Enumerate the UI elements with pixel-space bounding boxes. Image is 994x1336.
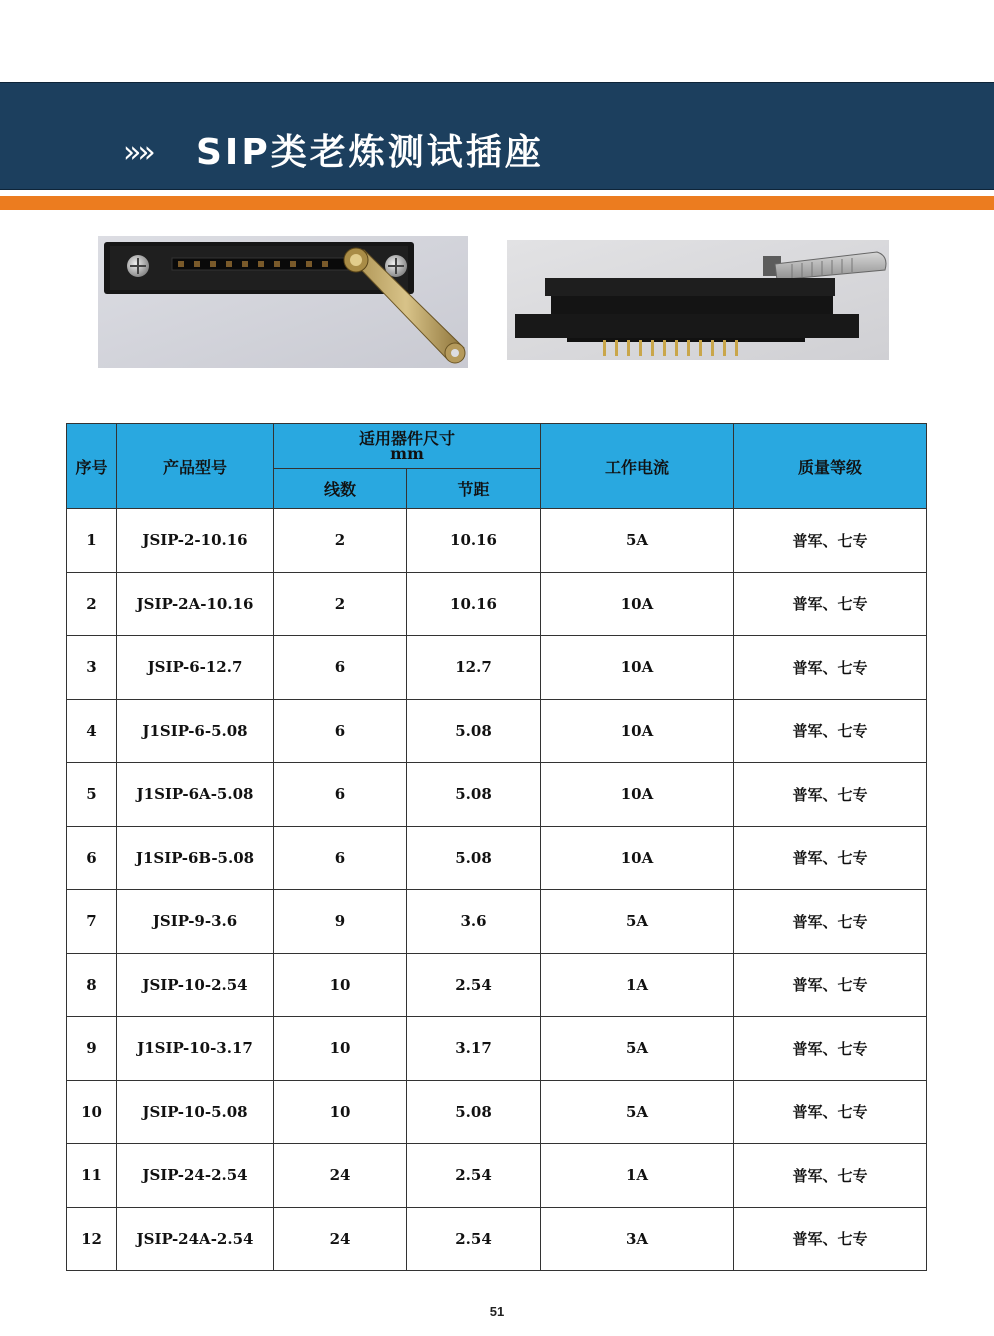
cell-pitch: 3.6 [407, 890, 541, 954]
cell-model: J1SIP-6A-5.08 [117, 763, 274, 827]
cell-current: 10A [541, 699, 734, 763]
cell-current: 5A [541, 890, 734, 954]
product-photo-top-view [98, 236, 468, 368]
cell-lines: 6 [274, 763, 407, 827]
cell-current: 1A [541, 1144, 734, 1208]
cell-grade: 普军、七专 [734, 699, 927, 763]
col-header-model: 产品型号 [117, 424, 274, 509]
cell-pitch: 2.54 [407, 1144, 541, 1208]
cell-model: JSIP-2A-10.16 [117, 572, 274, 636]
cell-grade: 普军、七专 [734, 636, 927, 700]
cell-index: 2 [67, 572, 117, 636]
page-title: SIP类老炼测试插座 [196, 132, 544, 173]
cell-grade: 普军、七专 [734, 572, 927, 636]
cell-current: 5A [541, 1017, 734, 1081]
cell-grade: 普军、七专 [734, 890, 927, 954]
cell-current: 10A [541, 572, 734, 636]
cell-model: JSIP-6-12.7 [117, 636, 274, 700]
cell-model: J1SIP-6-5.08 [117, 699, 274, 763]
cell-index: 5 [67, 763, 117, 827]
table-row [67, 636, 927, 700]
cell-lines: 10 [274, 953, 407, 1017]
cell-grade: 普军、七专 [734, 1207, 927, 1271]
cell-grade: 普军、七专 [734, 1144, 927, 1208]
cell-pitch: 2.54 [407, 953, 541, 1017]
cell-model: JSIP-10-2.54 [117, 953, 274, 1017]
table-row [67, 1017, 927, 1081]
cell-lines: 2 [274, 572, 407, 636]
cell-pitch: 5.08 [407, 763, 541, 827]
table-row [67, 509, 927, 573]
cell-model: JSIP-2-10.16 [117, 509, 274, 573]
table-row [67, 763, 927, 827]
cell-grade: 普军、七专 [734, 953, 927, 1017]
spec-table [66, 423, 927, 1271]
size-unit-label: mm [390, 444, 424, 463]
cell-current: 10A [541, 763, 734, 827]
cell-model: J1SIP-10-3.17 [117, 1017, 274, 1081]
cell-model: JSIP-24-2.54 [117, 1144, 274, 1208]
cell-grade: 普军、七专 [734, 826, 927, 890]
col-header-lines: 线数 [274, 469, 407, 509]
cell-current: 10A [541, 826, 734, 890]
cell-lines: 2 [274, 509, 407, 573]
cell-index: 9 [67, 1017, 117, 1081]
cell-pitch: 3.17 [407, 1017, 541, 1081]
accent-stripe [0, 196, 994, 210]
cell-current: 5A [541, 509, 734, 573]
cell-lines: 6 [274, 699, 407, 763]
cell-model: JSIP-9-3.6 [117, 890, 274, 954]
cell-index: 1 [67, 509, 117, 573]
cell-pitch: 10.16 [407, 509, 541, 573]
chevron-icon: »» [123, 135, 152, 170]
table-row [67, 1144, 927, 1208]
cell-lines: 9 [274, 890, 407, 954]
cell-index: 8 [67, 953, 117, 1017]
cell-index: 4 [67, 699, 117, 763]
cell-model: J1SIP-6B-5.08 [117, 826, 274, 890]
cell-index: 3 [67, 636, 117, 700]
table-row [67, 699, 927, 763]
table-row [67, 890, 927, 954]
page-number: 51 [489, 1304, 505, 1319]
table-row [67, 572, 927, 636]
product-photo-side-view [507, 240, 889, 360]
cell-lines: 24 [274, 1144, 407, 1208]
cell-grade: 普军、七专 [734, 509, 927, 573]
cell-index: 7 [67, 890, 117, 954]
cell-lines: 6 [274, 636, 407, 700]
cell-index: 10 [67, 1080, 117, 1144]
cell-model: JSIP-24A-2.54 [117, 1207, 274, 1271]
col-header-size-group [274, 424, 541, 469]
table-row [67, 826, 927, 890]
col-header-index: 序号 [67, 424, 117, 509]
cell-lines: 6 [274, 826, 407, 890]
cell-pitch: 12.7 [407, 636, 541, 700]
cell-grade: 普军、七专 [734, 763, 927, 827]
cell-index: 12 [67, 1207, 117, 1271]
cell-lines: 10 [274, 1080, 407, 1144]
cell-lines: 24 [274, 1207, 407, 1271]
cell-pitch: 10.16 [407, 572, 541, 636]
cell-index: 6 [67, 826, 117, 890]
table-row [67, 1207, 927, 1271]
cell-grade: 普军、七专 [734, 1080, 927, 1144]
cell-current: 5A [541, 1080, 734, 1144]
col-header-pitch: 节距 [407, 469, 541, 509]
size-group-label: 适用器件尺寸 [359, 429, 456, 448]
cell-pitch: 5.08 [407, 1080, 541, 1144]
cell-current: 10A [541, 636, 734, 700]
cell-pitch: 5.08 [407, 699, 541, 763]
cell-model: JSIP-10-5.08 [117, 1080, 274, 1144]
table-row [67, 953, 927, 1017]
cell-lines: 10 [274, 1017, 407, 1081]
col-header-current: 工作电流 [541, 424, 734, 509]
cell-grade: 普军、七专 [734, 1017, 927, 1081]
table-row [67, 1080, 927, 1144]
cell-pitch: 5.08 [407, 826, 541, 890]
cell-current: 3A [541, 1207, 734, 1271]
cell-index: 11 [67, 1144, 117, 1208]
cell-pitch: 2.54 [407, 1207, 541, 1271]
cell-current: 1A [541, 953, 734, 1017]
col-header-grade: 质量等级 [734, 424, 927, 509]
